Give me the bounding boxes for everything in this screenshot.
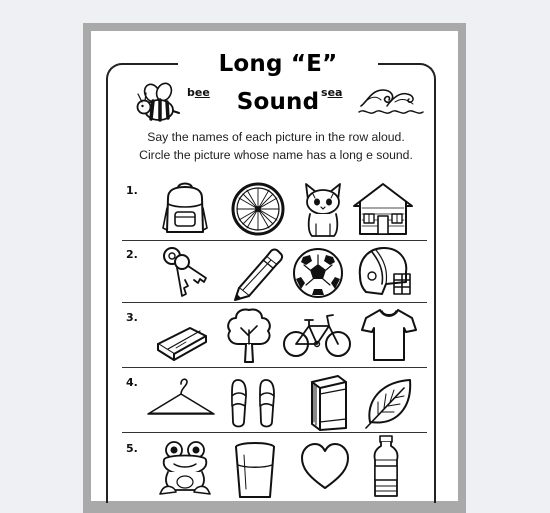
instruction-line-1: Say the names of each picture in the row aloud. [147,130,405,144]
row-divider [122,367,427,368]
water-bottle-icon [366,434,406,500]
tree-icon [218,304,280,366]
wheel-icon [227,178,289,240]
row-number-4: 4. [126,376,138,389]
slippers-icon [226,372,288,434]
soccer-ball-icon [290,245,346,301]
bicycle-icon [281,306,353,362]
eraser-icon [152,308,210,362]
instructions [106,128,446,164]
t-shirt-icon [358,304,420,366]
book-icon [298,370,360,432]
house-icon [350,178,416,240]
row-divider [122,240,427,241]
row-number-3: 3. [126,311,138,324]
worksheet-title: Long “E” Sound [178,45,378,83]
instruction-line-2: Circle the picture whose name has a long e sound. [139,148,413,162]
example-word-bee: bee [187,86,210,99]
row-number-2: 2. [126,248,138,261]
football-helmet-icon [352,242,414,304]
kitten-icon [292,178,354,240]
row-number-5: 5. [126,442,138,455]
frog-icon [154,436,216,498]
wave-icon [355,82,425,124]
glass-icon [224,438,286,500]
pencil-icon [227,242,289,304]
hanger-icon [142,372,220,428]
leaf-icon [360,372,422,434]
keys-icon [154,242,216,304]
backpack-icon [154,178,216,240]
example-word-sea: sea [321,86,343,99]
heart-icon [298,440,352,494]
row-number-1: 1. [126,184,138,197]
bee-icon [134,80,184,126]
